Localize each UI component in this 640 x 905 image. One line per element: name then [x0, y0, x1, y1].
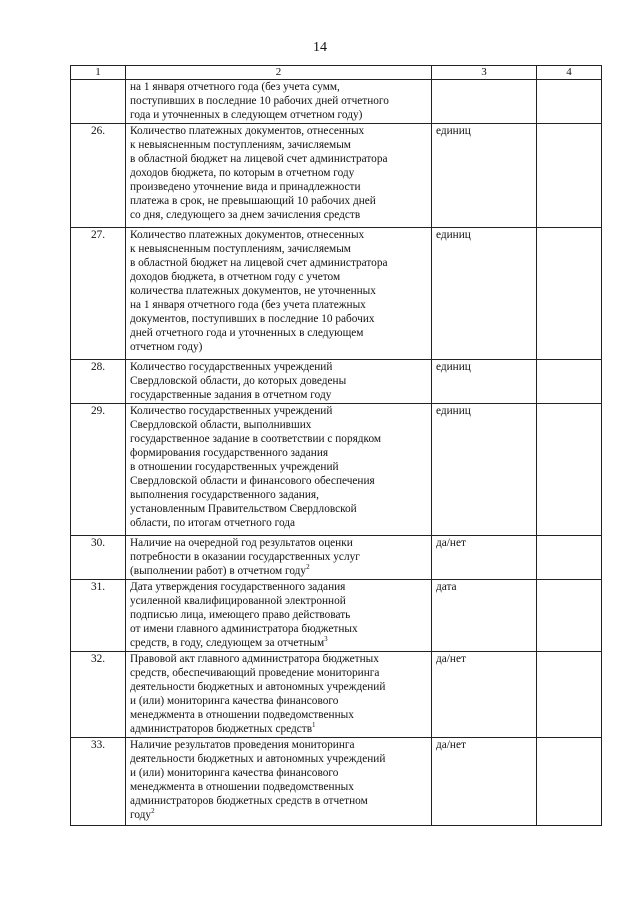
row-description-text: на 1 января отчетного года (без учета сумм, поступивших в последние 10 рабочих дней отчетного года и уточненных в следующем отчетном году) [130, 81, 389, 121]
row-value [537, 580, 602, 652]
row-value [537, 80, 602, 124]
indicators-table [70, 65, 602, 826]
footnote-mark: 1 [312, 721, 316, 730]
row-description [126, 738, 432, 826]
table-row [71, 580, 602, 652]
table-row [71, 360, 602, 404]
page-number: 14 [313, 40, 327, 55]
row-number: 31. [71, 580, 126, 652]
row-description [126, 360, 432, 404]
row-description-text: Правовой акт главного администратора бюджетных средств, обеспечивающий проведение мониторинга деятельности бюджетных и автономных учреждений и (или) мониторинга качества финансового менеджмента в отношении подведомственных администраторов бюджетных средств [130, 653, 386, 735]
row-description [126, 124, 432, 228]
row-value [537, 738, 602, 826]
row-value [537, 404, 602, 536]
row-number: 26. [71, 124, 126, 228]
row-description [126, 652, 432, 738]
row-unit: единиц [432, 404, 537, 536]
row-number: 28. [71, 360, 126, 404]
footnote-mark: 3 [324, 635, 328, 644]
table-row [71, 652, 602, 738]
row-number: 30. [71, 536, 126, 580]
row-unit: да/нет [432, 652, 537, 738]
header-col-1: 1 [71, 66, 126, 80]
row-description-text: Количество платежных документов, отнесенных к невыясненным поступлениям, зачисляемым в областной бюджет на лицевой счет администратора доходов бюджета, в отчетном году с учетом количества платежных документов, не уточненных на 1 января отчетного года (без учета платежных документов, поступивших в последние 10 рабочих дней отчетного года и уточненных в следующем отчетном году) [130, 229, 388, 353]
row-description-text: Количество государственных учреждений Свердловской области, до которых доведены государственные задания в отчетном году [130, 361, 347, 401]
row-description [126, 228, 432, 360]
table-header-row [71, 66, 602, 80]
row-unit: дата [432, 580, 537, 652]
header-col-3: 3 [432, 66, 537, 80]
row-description [126, 404, 432, 536]
row-description-text: Наличие на очередной год результатов оценки потребности в оказании государственных услуг (выполнении работ) в отчетном году [130, 537, 360, 577]
row-description-text: Дата утверждения государственного задания усиленной квалифицированной электронной подписью лица, имеющего право действовать от имени главного администратора бюджетных средств, в году, следующем за отчетным [130, 581, 358, 649]
row-description-text: Количество государственных учреждений Свердловской области, выполнивших государственное задание в соответствии с порядком формирования государственного задания в отношении государственных учреждений Свердловской области и финансового обеспечения выполнения государственного задания, установленным Правительством Свердловской области, по итогам отчетного года [130, 405, 382, 529]
row-description-text: Количество платежных документов, отнесенных к невыясненным поступлениям, зачисляемым в областной бюджет на лицевой счет администратора доходов бюджета, по которым в отчетном году произведено уточнение вида и принадлежности платежа в срок, не превышающий 10 рабочих дней со дня, следующего за днем зачисления средств [130, 125, 388, 221]
table-row [71, 80, 602, 124]
row-unit: единиц [432, 124, 537, 228]
row-value [537, 652, 602, 738]
footnote-mark: 2 [306, 563, 310, 572]
table-row [71, 404, 602, 536]
row-unit: да/нет [432, 738, 537, 826]
row-number: 27. [71, 228, 126, 360]
row-unit: да/нет [432, 536, 537, 580]
row-unit: единиц [432, 360, 537, 404]
table-row [71, 738, 602, 826]
header-col-2: 2 [126, 66, 432, 80]
row-value [537, 536, 602, 580]
row-description [126, 80, 432, 124]
row-value [537, 360, 602, 404]
row-unit [432, 80, 537, 124]
table-row [71, 228, 602, 360]
row-description-text: Наличие результатов проведения мониторинга деятельности бюджетных и автономных учреждений и (или) мониторинга качества финансового менеджмента в отношении подведомственных администраторов бюджетных средств в отчетном году [130, 739, 386, 821]
row-number: 29. [71, 404, 126, 536]
row-unit: единиц [432, 228, 537, 360]
footnote-mark: 2 [151, 807, 155, 816]
row-description [126, 536, 432, 580]
header-col-4: 4 [537, 66, 602, 80]
row-number: 33. [71, 738, 126, 826]
row-value [537, 228, 602, 360]
row-number [71, 80, 126, 124]
row-number: 32. [71, 652, 126, 738]
table-row [71, 536, 602, 580]
row-value [537, 124, 602, 228]
row-description [126, 580, 432, 652]
table-row [71, 124, 602, 228]
